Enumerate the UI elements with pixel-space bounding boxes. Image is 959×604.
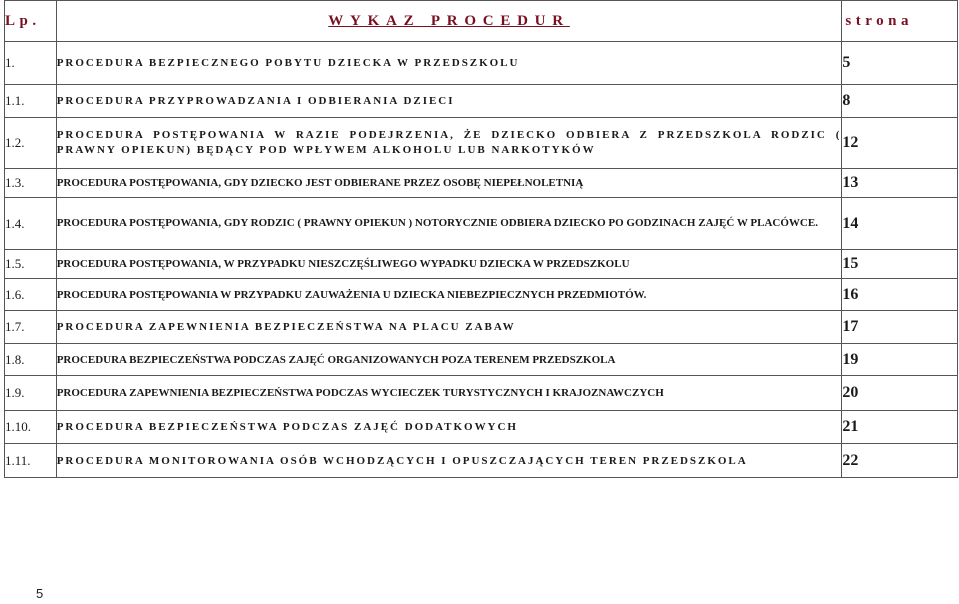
row-title: PROCEDURA POSTĘPOWANIA, W PRZYPADKU NIESZCZĘŚLIWEGO WYPADKU DZIECKA W PRZEDSZKOLU xyxy=(56,250,842,279)
row-page: 22 xyxy=(842,444,958,478)
row-lp: 1.2. xyxy=(5,118,57,169)
row-lp: 1.3. xyxy=(5,169,57,198)
row-title: PROCEDURA BEZPIECZEŃSTWA PODCZAS ZAJĘĆ DODATKOWYCH xyxy=(56,411,842,444)
row-title: PROCEDURA ZAPEWNIENIA BEZPIECZEŃSTWA PODCZAS WYCIECZEK TURYSTYCZNYCH I KRAJOZNAWCZYCH xyxy=(56,376,842,411)
table-header-row xyxy=(5,1,958,42)
row-title: PROCEDURA PRZYPROWADZANIA I ODBIERANIA DZIECI xyxy=(56,85,842,118)
row-page: 17 xyxy=(842,311,958,344)
row-title: PROCEDURA BEZPIECZEŃSTWA PODCZAS ZAJĘĆ ORGANIZOWANYCH POZA TERENEM PRZEDSZKOLA xyxy=(56,344,842,376)
row-lp: 1.8. xyxy=(5,344,57,376)
table-row xyxy=(5,311,958,344)
table-row xyxy=(5,118,958,169)
page-number: 5 xyxy=(36,586,44,601)
table-row xyxy=(5,198,958,250)
table-row xyxy=(5,376,958,411)
table-row xyxy=(5,411,958,444)
row-title: PROCEDURA POSTĘPOWANIA W RAZIE PODEJRZENIA, ŻE DZIECKO ODBIERA Z PRZEDSZKOLA RODZIC ( PRAWNY OPIEKUN) BĘDĄCY POD WPŁYWEM ALKOHOLU LUB NARKOTYKÓW xyxy=(56,118,842,169)
row-title: PROCEDURA MONITOROWANIA OSÓB WCHODZĄCYCH I OPUSZCZAJĄCYCH TEREN PRZEDSZKOLA xyxy=(56,444,842,478)
row-page: 16 xyxy=(842,279,958,311)
table-row xyxy=(5,42,958,85)
row-lp: 1.11. xyxy=(5,444,57,478)
row-page: 15 xyxy=(842,250,958,279)
row-page: 8 xyxy=(842,85,958,118)
row-lp: 1.10. xyxy=(5,411,57,444)
procedures-table xyxy=(4,0,958,478)
table-row xyxy=(5,85,958,118)
row-title: PROCEDURA ZAPEWNIENIA BEZPIECZEŃSTWA NA PLACU ZABAW xyxy=(56,311,842,344)
table-row xyxy=(5,169,958,198)
row-lp: 1.4. xyxy=(5,198,57,250)
row-title: PROCEDURA BEZPIECZNEGO POBYTU DZIECKA W PRZEDSZKOLU xyxy=(56,42,842,85)
row-title: PROCEDURA POSTĘPOWANIA, GDY RODZIC ( PRAWNY OPIEKUN ) NOTORYCZNIE ODBIERA DZIECKO PO GODZINACH ZAJĘĆ W PLACÓWCE. xyxy=(56,198,842,250)
row-title: PROCEDURA POSTĘPOWANIA W PRZYPADKU ZAUWAŻENIA U DZIECKA NIEBEZPIECZNYCH PRZEDMIOTÓW. xyxy=(56,279,842,311)
header-title: WYKAZ PROCEDUR xyxy=(56,1,842,42)
row-title: PROCEDURA POSTĘPOWANIA, GDY DZIECKO JEST ODBIERANE PRZEZ OSOBĘ NIEPEŁNOLETNIĄ xyxy=(56,169,842,198)
row-page: 21 xyxy=(842,411,958,444)
table-row xyxy=(5,344,958,376)
row-lp: 1.6. xyxy=(5,279,57,311)
row-lp: 1. xyxy=(5,42,57,85)
row-page: 13 xyxy=(842,169,958,198)
row-page: 12 xyxy=(842,118,958,169)
header-lp: Lp. xyxy=(5,1,57,42)
row-page: 19 xyxy=(842,344,958,376)
row-page: 5 xyxy=(842,42,958,85)
row-page: 20 xyxy=(842,376,958,411)
row-lp: 1.1. xyxy=(5,85,57,118)
table-row xyxy=(5,444,958,478)
row-page: 14 xyxy=(842,198,958,250)
row-lp: 1.5. xyxy=(5,250,57,279)
table-row xyxy=(5,250,958,279)
row-lp: 1.7. xyxy=(5,311,57,344)
row-lp: 1.9. xyxy=(5,376,57,411)
header-page: strona xyxy=(842,1,958,42)
table-row xyxy=(5,279,958,311)
